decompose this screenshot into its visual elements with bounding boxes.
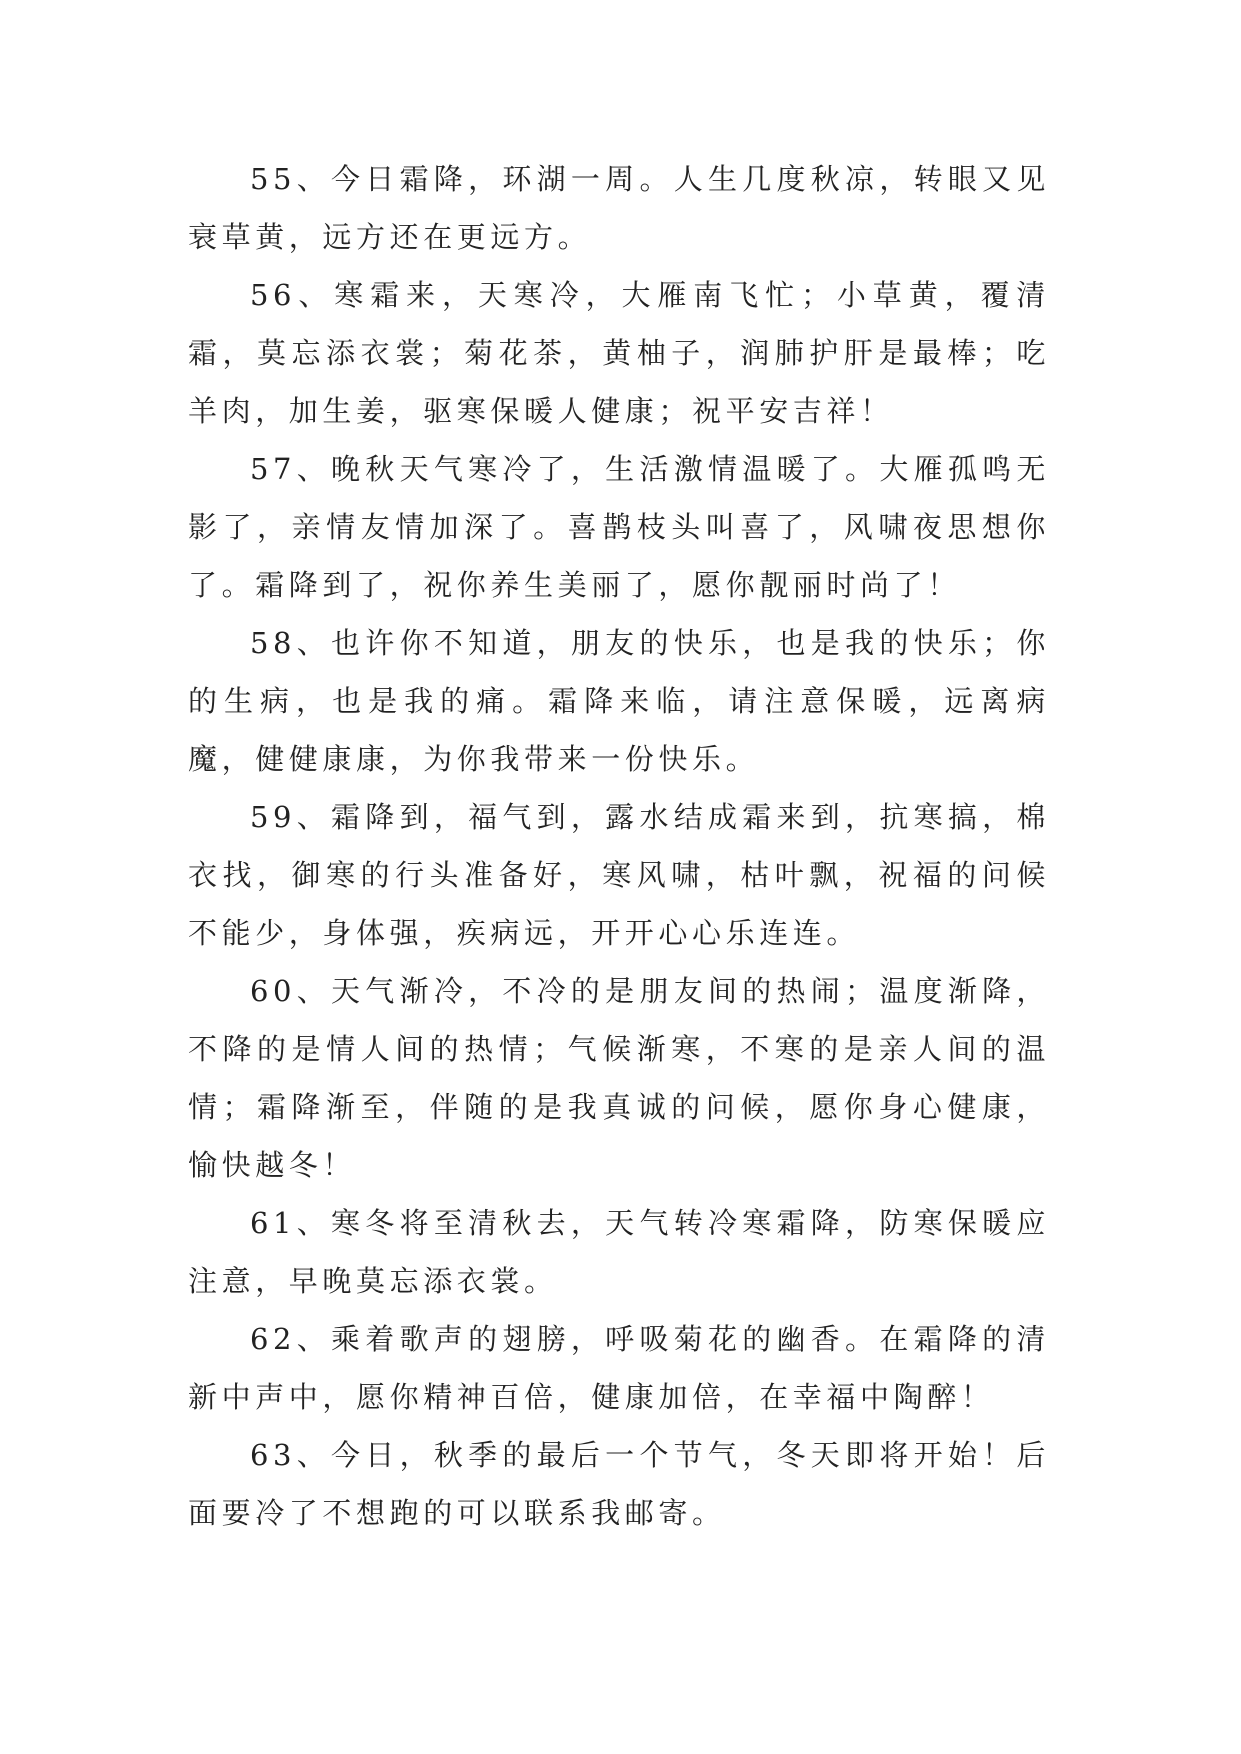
paragraph-58: 58、也许你不知道，朋友的快乐，也是我的快乐；你的生病，也是我的痛。霜降来临，请注意保暖，远离病魔，健健康康，为你我带来一份快乐。 xyxy=(188,626,1050,776)
paragraph-57: 57、晚秋天气寒冷了，生活激情温暖了。大雁孤鸣无影了，亲情友情加深了。喜鹊枝头叫喜了，风啸夜思想你了。霜降到了，祝你养生美丽了，愿你靓丽时尚了！ xyxy=(188,452,1050,602)
paragraph-61: 61、寒冬将至清秋去，天气转冷寒霜降，防寒保暖应注意，早晚莫忘添衣裳。 xyxy=(188,1206,1050,1298)
paragraph-55: 55、今日霜降，环湖一周。人生几度秋凉，转眼又见衰草黄，远方还在更远方。 xyxy=(188,162,1050,254)
paragraph-63: 63、今日，秋季的最后一个节气，冬天即将开始！后面要冷了不想跑的可以联系我邮寄。 xyxy=(188,1438,1050,1530)
document-body xyxy=(188,150,1050,1542)
paragraph-56: 56、寒霜来，天寒冷，大雁南飞忙；小草黄，覆清霜，莫忘添衣裳；菊花茶，黄柚子，润肺护肝是最棒；吃羊肉，加生姜，驱寒保暖人健康；祝平安吉祥！ xyxy=(188,278,1050,428)
paragraph-59: 59、霜降到，福气到，露水结成霜来到，抗寒搞，棉衣找，御寒的行头准备好，寒风啸，枯叶飘，祝福的问候不能少，身体强，疾病远，开开心心乐连连。 xyxy=(188,800,1050,950)
paragraph-62: 62、乘着歌声的翅膀，呼吸菊花的幽香。在霜降的清新中声中，愿你精神百倍，健康加倍，在幸福中陶醉！ xyxy=(188,1322,1050,1414)
paragraph-60: 60、天气渐冷，不冷的是朋友间的热闹；温度渐降，不降的是情人间的热情；气候渐寒，不寒的是亲人间的温情；霜降渐至，伴随的是我真诚的问候，愿你身心健康，愉快越冬！ xyxy=(188,974,1050,1182)
